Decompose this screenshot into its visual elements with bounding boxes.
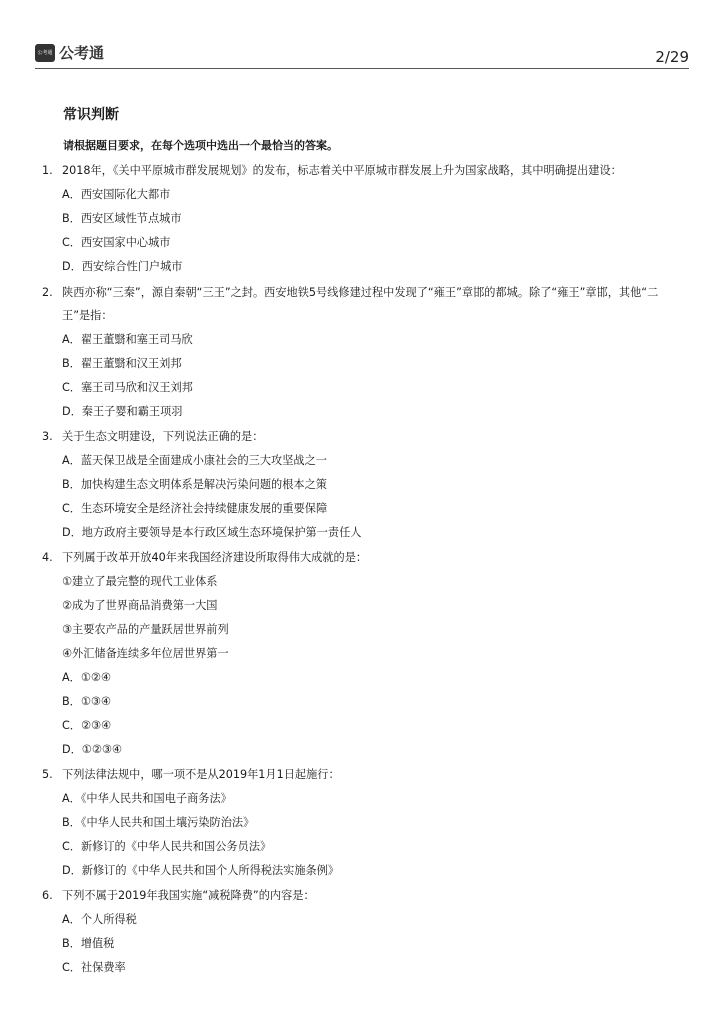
question-number: 6.: [42, 889, 53, 902]
option-c: C．塞王司马欣和汉王刘邦: [62, 381, 193, 394]
option-c: C．西安国家中心城市: [62, 236, 171, 249]
question-text: 陕西亦称“三秦”，源自秦朝“三王”之封。西安地铁5号线修建过程中发现了“雍王”章邯的都城。除了“雍王”章邯，其他“二: [62, 286, 659, 299]
question-number: 5.: [42, 768, 53, 781]
option-c: C．社保费率: [62, 961, 126, 974]
option-a: A．翟王董翳和塞王司马欣: [62, 333, 193, 346]
option-d: D．新修订的《中华人民共和国个人所得税法实施条例》: [62, 864, 340, 877]
question-text: 2018年，《关中平原城市群发展规划》的发布，标志着关中平原城市群发展上升为国家战略，其中明确提出建设：: [62, 164, 622, 177]
option-d: D．①②③④: [62, 743, 122, 756]
question-number: 4.: [42, 551, 53, 564]
section-title: 常识判断: [63, 107, 119, 123]
option-b: B．加快构建生态文明体系是解决污染问题的根本之策: [62, 478, 327, 491]
option-a: A．西安国际化大都市: [62, 188, 171, 201]
question-text: 下列法律法规中，哪一项不是从2019年1月1日起施行：: [62, 768, 340, 781]
logo-icon: 公考通: [35, 44, 55, 62]
statement-3: ③主要农产品的产量跃居世界前列: [62, 623, 229, 636]
page-number: 2/29: [655, 48, 689, 66]
question-text: 下列不属于2019年我国实施“减税降费”的内容是：: [62, 889, 315, 902]
question-text-continued: 王”是指：: [62, 309, 113, 322]
option-a: A．《中华人民共和国电子商务法》: [62, 792, 232, 805]
option-c: C．②③④: [62, 719, 112, 732]
option-c: C．生态环境安全是经济社会持续健康发展的重要保障: [62, 502, 328, 515]
option-d: D．西安综合性门户城市: [62, 260, 183, 273]
page-header: [35, 42, 689, 69]
option-d: D．秦王子婴和霸王项羽: [62, 405, 183, 418]
statement-1: ①建立了最完整的现代工业体系: [62, 575, 218, 588]
section-instruction: 请根据题目要求，在每个选项中选出一个最恰当的答案。: [63, 139, 338, 152]
question-text: 下列属于改革开放40年来我国经济建设所取得伟大成就的是：: [62, 551, 368, 564]
option-b: B．《中华人民共和国土壤污染防治法》: [62, 816, 255, 829]
statement-4: ④外汇储备连续多年位居世界第一: [62, 647, 229, 660]
option-a: A．个人所得税: [62, 913, 137, 926]
statement-2: ②成为了世界商品消费第一大国: [62, 599, 218, 612]
question-text: 关于生态文明建设，下列说法正确的是：: [62, 430, 264, 443]
option-a: A．①②④: [62, 671, 111, 684]
option-b: B．①③④: [62, 695, 111, 708]
option-a: A．蓝天保卫战是全面建成小康社会的三大攻坚战之一: [62, 454, 327, 467]
question-number: 3.: [42, 430, 53, 443]
option-b: B．增值税: [62, 937, 115, 950]
logo-text: 公考通: [59, 44, 105, 62]
question-number: 1.: [42, 164, 53, 177]
option-d: D．地方政府主要领导是本行政区域生态环境保护第一责任人: [62, 526, 362, 539]
option-b: B．翟王董翳和汉王刘邦: [62, 357, 182, 370]
option-c: C．新修订的《中华人民共和国公务员法》: [62, 840, 272, 853]
question-number: 2.: [42, 286, 53, 299]
option-b: B．西安区域性节点城市: [62, 212, 182, 225]
